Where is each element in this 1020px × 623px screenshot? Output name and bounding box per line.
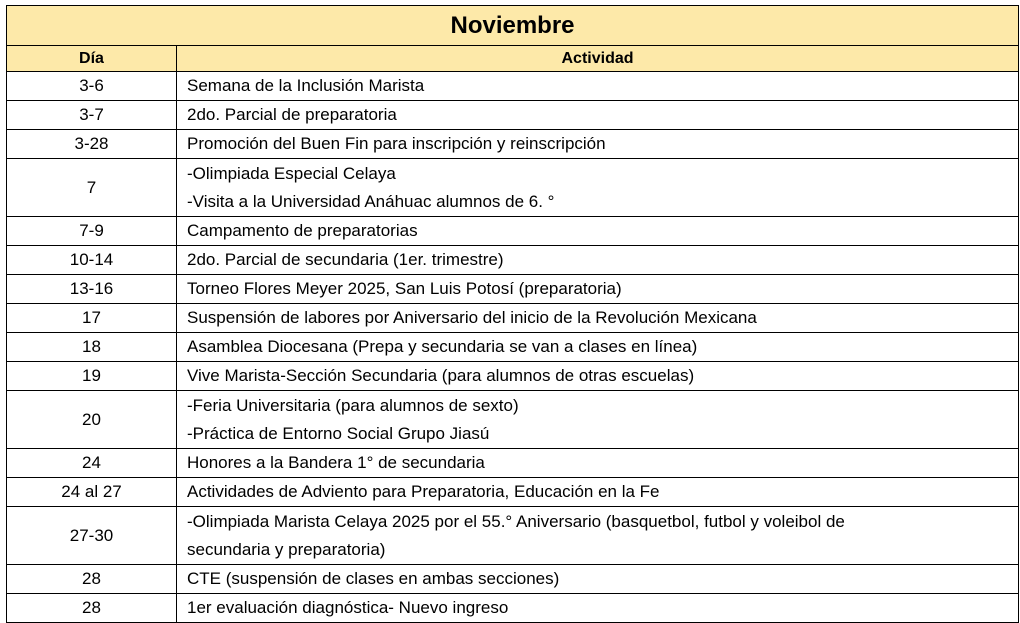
table-row [7, 72, 1019, 101]
activity-cell [177, 130, 1019, 159]
table-row [7, 246, 1019, 275]
table-row [7, 304, 1019, 333]
activity-cell [177, 507, 1019, 565]
activity-line: Promoción del Buen Fin para inscripción y reinscripción [187, 134, 606, 154]
day-cell: 7 [7, 159, 177, 217]
activity-cell [177, 449, 1019, 478]
day-column-header: Día [7, 46, 177, 72]
day-cell: 3-7 [7, 101, 177, 130]
table-body [7, 72, 1019, 623]
activity-cell [177, 159, 1019, 217]
activity-line: secundaria y preparatoria) [187, 539, 386, 559]
day-cell: 24 al 27 [7, 478, 177, 507]
activity-cell [177, 217, 1019, 246]
table-row [7, 101, 1019, 130]
activity-cell [177, 478, 1019, 507]
month-title: Noviembre [7, 6, 1019, 46]
activity-line: 2do. Parcial de preparatoria [187, 105, 397, 125]
activity-line: 1er evaluación diagnóstica- Nuevo ingreso [187, 598, 509, 618]
activity-line: -Olimpiada Especial Celaya [187, 164, 396, 183]
activity-line: Torneo Flores Meyer 2025, San Luis Potosí (preparatoria) [187, 279, 622, 299]
activity-cell [177, 275, 1019, 304]
activity-cell [177, 246, 1019, 275]
activity-line: Semana de la Inclusión Marista [187, 76, 425, 96]
activity-cell [177, 333, 1019, 362]
activity-line: Suspensión de labores por Aniversario del inicio de la Revolución Mexicana [187, 308, 757, 328]
activity-column-header: Actividad [177, 46, 1019, 72]
activity-line: Actividades de Adviento para Preparatoria, Educación en la Fe [187, 482, 660, 502]
activity-line: -Visita a la Universidad Anáhuac alumnos de 6. ° [187, 191, 555, 211]
activity-cell [177, 101, 1019, 130]
day-cell: 10-14 [7, 246, 177, 275]
activity-line: CTE (suspensión de clases en ambas secciones) [187, 569, 560, 589]
activity-cell [177, 362, 1019, 391]
calendar-table [6, 5, 1019, 623]
activity-line: Honores a la Bandera 1° de secundaria [187, 453, 485, 473]
table-row [7, 478, 1019, 507]
activity-line: -Práctica de Entorno Social Grupo Jiasú [187, 423, 490, 443]
day-cell: 18 [7, 333, 177, 362]
day-cell: 28 [7, 565, 177, 594]
table-row [7, 159, 1019, 217]
day-cell: 20 [7, 391, 177, 449]
day-cell: 7-9 [7, 217, 177, 246]
day-cell: 17 [7, 304, 177, 333]
day-cell: 3-28 [7, 130, 177, 159]
activity-line: -Olimpiada Marista Celaya 2025 por el 55.° Aniversario (basquetbol, futbol y voleibol de [187, 512, 845, 531]
activity-line: Vive Marista-Sección Secundaria (para alumnos de otras escuelas) [187, 366, 695, 386]
table-row [7, 449, 1019, 478]
table-row [7, 130, 1019, 159]
table-row [7, 391, 1019, 449]
table-row [7, 565, 1019, 594]
activity-line: -Feria Universitaria (para alumnos de sexto) [187, 396, 519, 415]
day-cell: 13-16 [7, 275, 177, 304]
table-row [7, 275, 1019, 304]
day-cell: 19 [7, 362, 177, 391]
table-row [7, 362, 1019, 391]
table-row [7, 507, 1019, 565]
day-cell: 28 [7, 594, 177, 623]
activity-line: Campamento de preparatorias [187, 221, 418, 241]
activity-cell [177, 304, 1019, 333]
activity-line: Asamblea Diocesana (Prepa y secundaria se van a clases en línea) [187, 337, 698, 357]
table-row [7, 594, 1019, 623]
activity-cell [177, 565, 1019, 594]
day-cell: 27-30 [7, 507, 177, 565]
activity-cell [177, 72, 1019, 101]
day-cell: 3-6 [7, 72, 177, 101]
activity-line: 2do. Parcial de secundaria (1er. trimestre) [187, 250, 504, 270]
day-cell: 24 [7, 449, 177, 478]
table-row [7, 217, 1019, 246]
table-row [7, 333, 1019, 362]
activity-cell [177, 391, 1019, 449]
activity-cell [177, 594, 1019, 623]
